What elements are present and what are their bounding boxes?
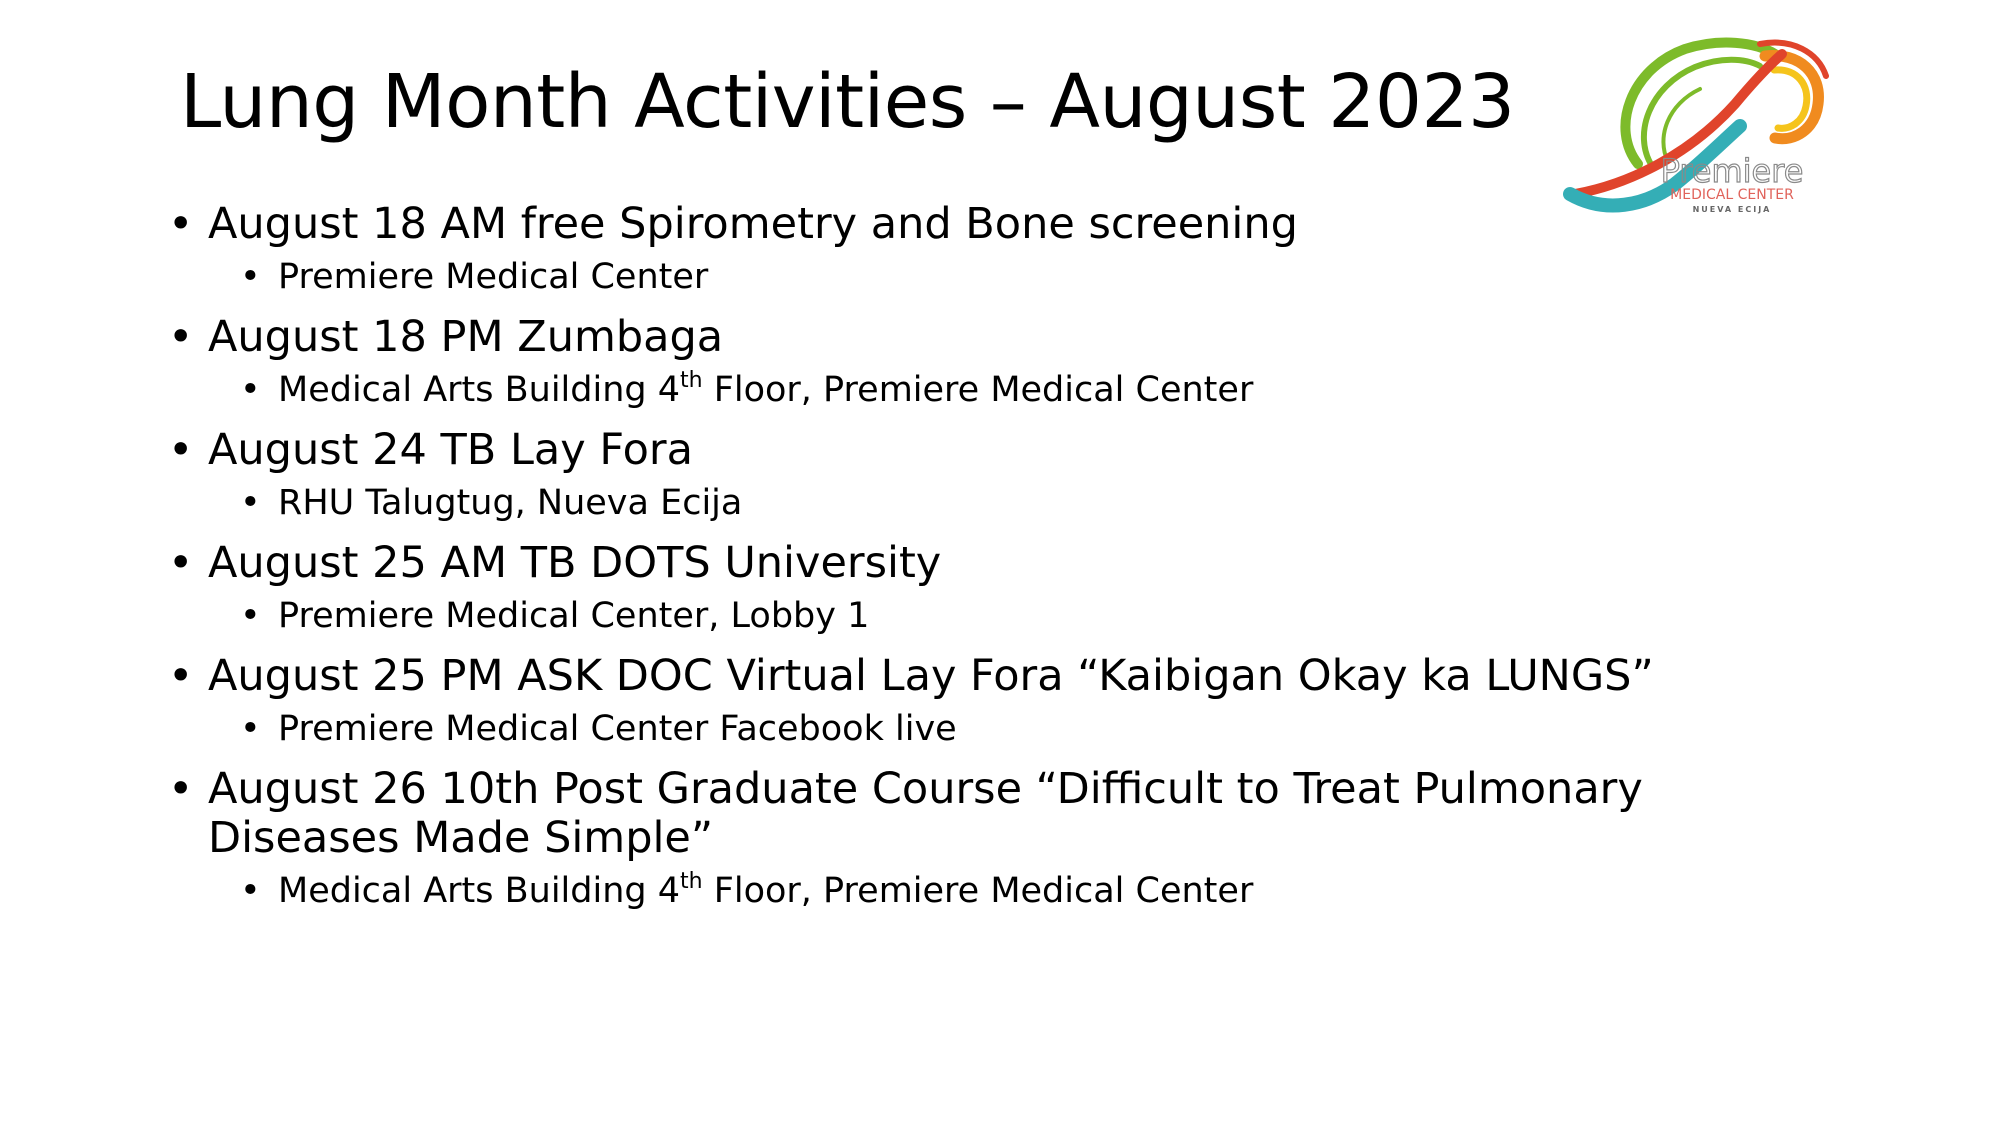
list-item <box>168 426 1808 525</box>
list-item <box>168 313 1808 412</box>
activity-text: August 26 10th Post Graduate Course “Difficult to Treat Pulmonary Diseases Made Simple” <box>208 764 1643 863</box>
slide-title: Lung Month Activities – August 2023 <box>180 59 1515 145</box>
sub-bullet-dot: • <box>240 709 261 749</box>
activity-location: Medical Arts Building 4th Floor, Premiere Medical Center <box>278 869 1254 911</box>
premiere-medical-center-logo <box>1560 34 1830 219</box>
bullet-dot: • <box>168 764 194 814</box>
activity-location: Premiere Medical Center, Lobby 1 <box>278 596 870 636</box>
list-item <box>168 539 1808 638</box>
sub-bullet-dot: • <box>240 871 261 911</box>
activity-location: Medical Arts Building 4th Floor, Premiere Medical Center <box>278 368 1254 410</box>
activity-text: August 18 PM Zumbaga <box>208 312 724 362</box>
bullet-dot: • <box>168 425 194 475</box>
activity-location: Premiere Medical Center <box>278 257 709 297</box>
sub-bullet-dot: • <box>240 483 261 523</box>
sub-bullet-dot: • <box>240 257 261 297</box>
sub-bullet-dot: • <box>240 370 261 410</box>
activity-list <box>168 200 1808 927</box>
logo-subtitle: MEDICAL CENTER <box>1670 187 1794 203</box>
bullet-dot: • <box>168 312 194 362</box>
activity-text: August 25 PM ASK DOC Virtual Lay Fora “Kaibigan Okay ka LUNGS” <box>208 651 1654 701</box>
activity-text: August 24 TB Lay Fora <box>208 425 693 475</box>
activity-location: RHU Talugtug, Nueva Ecija <box>278 483 743 523</box>
list-item <box>168 765 1808 913</box>
sub-bullet-dot: • <box>240 596 261 636</box>
list-item <box>168 200 1808 299</box>
activity-text: August 25 AM TB DOTS University <box>208 538 942 588</box>
logo-wordmark <box>1560 34 1830 219</box>
bullet-dot: • <box>168 538 194 588</box>
activity-text: August 18 AM free Spirometry and Bone screening <box>208 199 1298 249</box>
activity-location: Premiere Medical Center Facebook live <box>278 709 957 749</box>
logo-name: Premiere <box>1660 152 1804 190</box>
list-item <box>168 652 1808 751</box>
logo-location: NUEVA ECIJA <box>1692 205 1772 214</box>
bullet-dot: • <box>168 199 194 249</box>
bullet-dot: • <box>168 651 194 701</box>
